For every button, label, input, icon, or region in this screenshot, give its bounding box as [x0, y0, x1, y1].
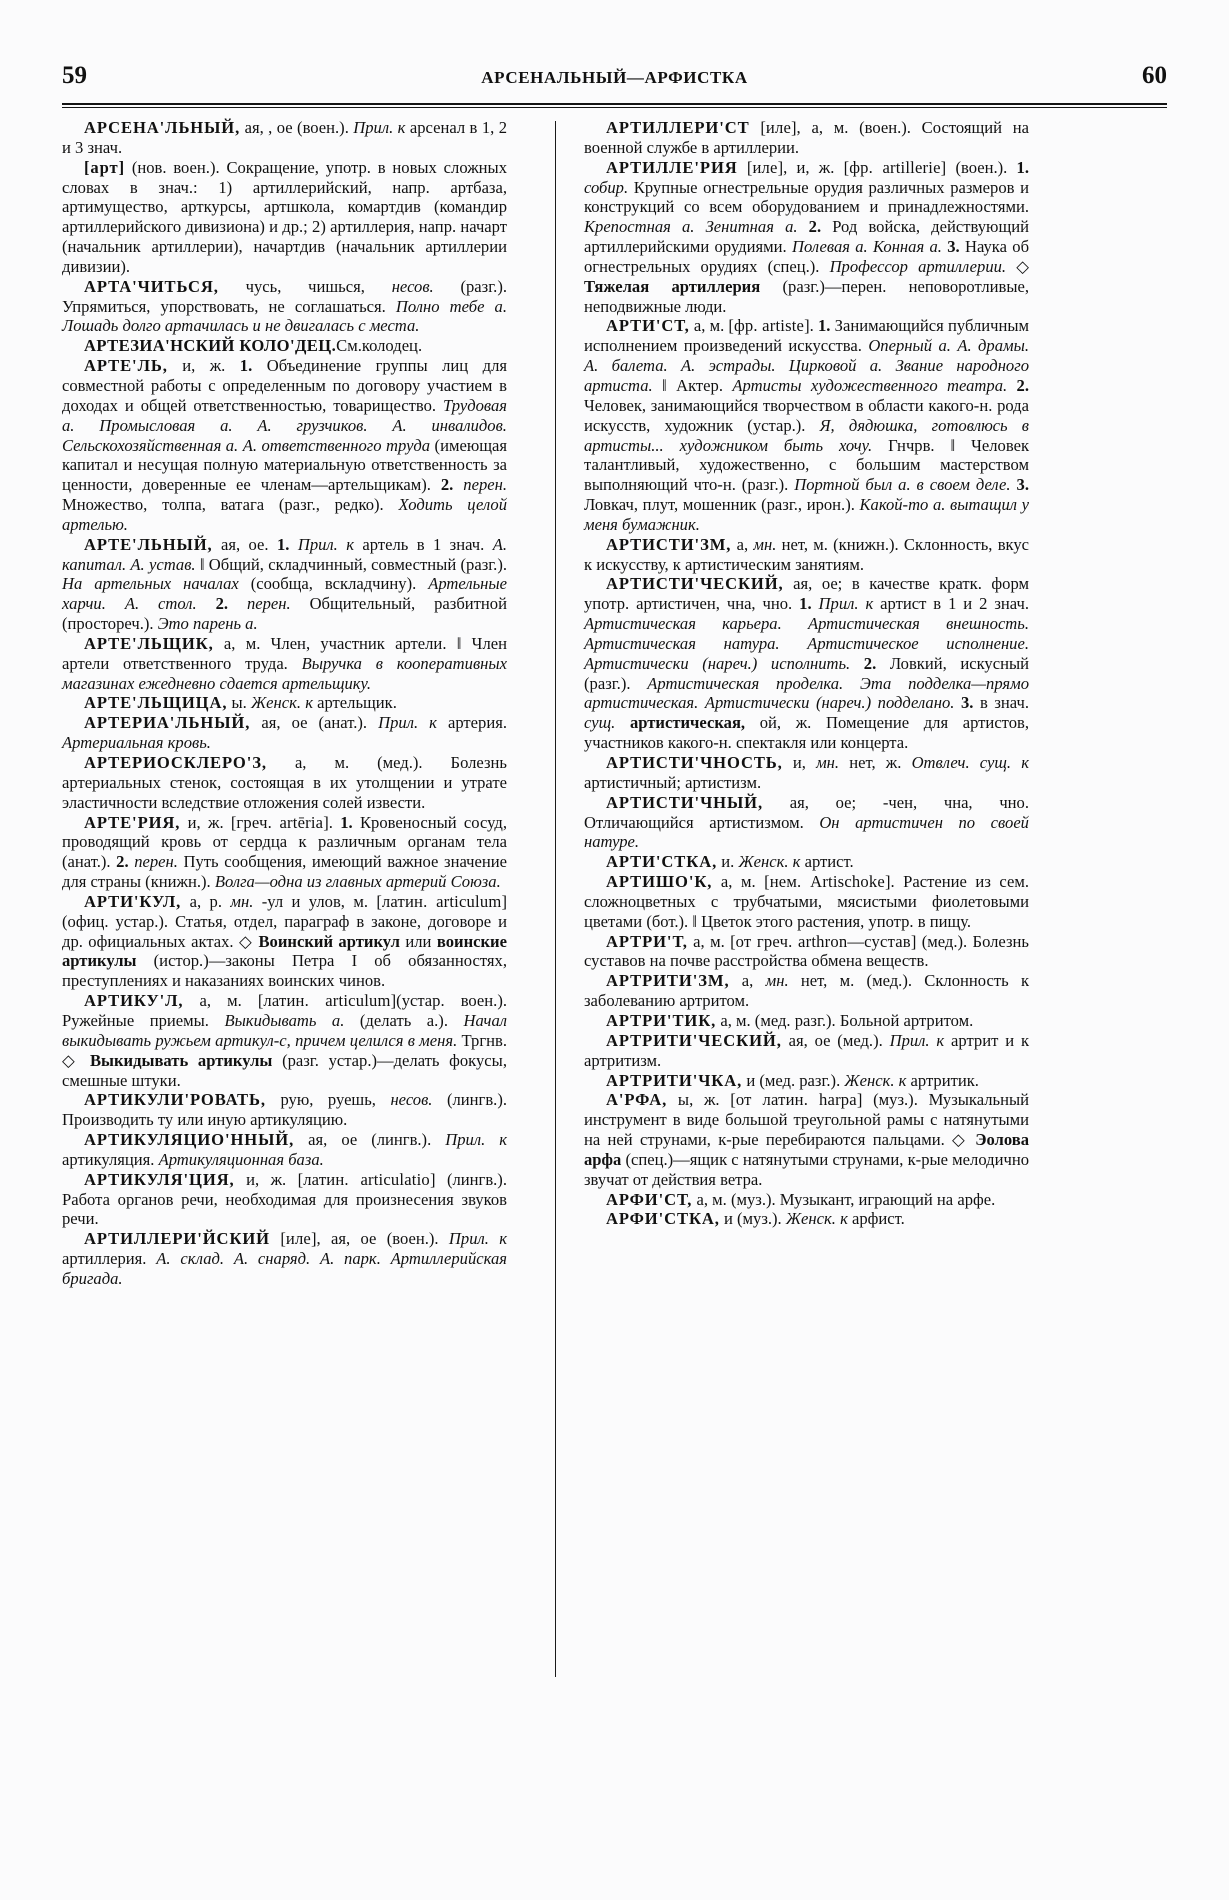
dictionary-entry — [584, 1190, 1029, 1210]
entry-headword: АРТЕ'ЛЬНЫЙ, — [84, 534, 213, 554]
entry-definition: и, ж. [латин. articulatio] (лингв.). Работа органов речи, необходимая для произнесения звуков речи. — [62, 1169, 507, 1229]
dictionary-entry — [62, 336, 507, 356]
entry-headword: АРТРИ'ТИК, — [606, 1010, 717, 1030]
running-title: АРСЕНАЛЬНЫЙ—АРФИСТКА — [481, 68, 748, 87]
dictionary-entry — [584, 316, 1029, 534]
entry-headword: АРТИКУЛЯЦИО'ННЫЙ, — [84, 1130, 295, 1150]
entry-definition: ая, ое; -чен, чна, чно. Отличающийся артистизмом. Он артистичен по своей натуре. — [584, 792, 1029, 852]
dictionary-entry — [584, 971, 1029, 1011]
entry-headword: АРТРИТИ'ЧКА, — [606, 1070, 743, 1090]
entry-definition: а, м. [латин. articulum](устар. воен.). Ружейные приемы. Выкидывать а. (делать а.). Начал выкидывать ружьем артикул-с, причем целился в меня. Тргнв. ◇ Выкидывать артикулы (разг. устар.)—делать фокусы, смешные штуки. — [62, 991, 507, 1090]
dictionary-entry — [62, 535, 507, 634]
entry-headword: АРТИСТИ'ЧНОСТЬ, — [606, 753, 783, 772]
entry-definition: а, р. мн. -ул и улов, м. [латин. articulum] (офиц. устар.). Статья, отдел, параграф в законе, договоре и др. официальных актах. ◇ Воинский артикул или воинские артикулы (истор.)—законы Петра I об обязанностях, преступлениях и наказаниях воинских чинов. — [62, 891, 507, 991]
left-column — [62, 118, 527, 1858]
entry-definition: а, м. [нем. Artischoke]. Растение из сем. сложноцветных с трубчатыми, мясистыми фиолетовыми цветами (бот.). ‖ Цветок этого растения, употр. в пищу. — [584, 872, 1030, 931]
header-rule — [62, 103, 1167, 108]
entry-definition: и (мед. разг.). Женск. к артритик. — [742, 1070, 979, 1090]
entry-headword: АРТРИТИ'ЧЕСКИЙ, — [606, 1030, 782, 1050]
dictionary-entry — [62, 1229, 507, 1289]
entry-headword: АРТРИ'Т, — [606, 931, 688, 951]
entry-definition: [иле], и, ж. [фр. artillerie] (воен.). 1. собир. Крупные огнестрельные орудия различных размеров и конструкций со всем оборудованием и принадлежностями. Крепостная а. Зенитная а. 2. Род войска, действующий артиллерийскими орудиями. Полевая а. Конная а. 3. Наука об огнестрельных орудиях (спец.). Профессор артиллерии. ◇ Тяжелая артиллерия (разг.)—перен. неповоротливые, неподвижные люди. — [584, 157, 1030, 316]
entry-headword: АРТЕРИОСКЛЕРО'З, — [84, 753, 267, 772]
entry-definition: ы, ж. [от латин. harpa] (муз.). Музыкальный инструмент в виде большой треугольной рамы с натянутыми на ней струнами, к-рые перебираются пальцами. ◇ Эолова арфа (спец.)—ящик с натянутыми струнами, к-рые мелодично звучат от действия ветра. — [584, 1090, 1029, 1189]
entry-headword: АРТИЛЛЕ'РИЯ — [606, 157, 738, 177]
entry-definition: ая, ое (лингв.). Прил. к артикуляция. Артикуляционная база. — [62, 1130, 508, 1169]
entry-definition: ая, ое (мед.). Прил. к артрит и к артритизм. — [584, 1030, 1030, 1070]
entry-definition: а, м. [от греч. arthron—сустав] (мед.). Болезнь суставов на почве расстройства обмена веществ. — [584, 931, 1029, 971]
dictionary-entry — [584, 535, 1029, 575]
entry-definition: а, м. (мед. разг.). Больной артритом. — [716, 1010, 974, 1030]
columns-container — [62, 118, 1167, 1858]
entry-definition: а, м. [фр. artiste]. 1. Занимающийся публичным исполнением произведений искусства. Оперный а. А. драмы. А. балета. А. эстрады. Цирковой а. Звание народного артиста. ‖ Актер. Артисты художественного театра. 2. Человек, занимающийся творчеством в области какого-н. рода искусств, художник (устар.). Я, дядюшка, готовлюсь в артисты... художником быть хочу. Гнчрв. ‖ Человек талантливый, художественно, с большим мастерством выполняющий что-н. (разг.). Портной был а. в своем деле. 3. Ловкач, плут, мошенник (разг., ирон.). Какой-то а. вытащил у меня бумажник. — [584, 316, 1030, 534]
entry-headword: АРТА'ЧИТЬСЯ, — [84, 276, 219, 296]
running-head — [62, 62, 1167, 90]
dictionary-entry — [584, 932, 1029, 972]
dictionary-entry — [62, 693, 507, 713]
entry-definition: а, м. (муз.). Музыкант, играющий на арфе. — [692, 1189, 996, 1209]
entry-definition: и, ж. 1. Объединение группы лиц для совместной работы с определенным по договору участием в доходах и общей ответственностью, товарищество. Трудовая а. Промысловая а. А. грузчиков. А. инвалидов. Сельскохозяйственная а. А. ответственного труда (имеющая капитал и несущая полную материальную ответственность за ценности, доверенные ее членам—артельщикам). 2. перен. Множество, толпа, ватага (разг., редко). Ходить целой артелью. — [62, 356, 508, 534]
dictionary-entry — [584, 158, 1029, 317]
entry-definition: рую, руешь, несов. (лингв.). Производить ту или иную артикуляцию. — [62, 1090, 507, 1130]
entry-headword: АРТРИТИ'ЗМ, — [606, 971, 730, 991]
entry-definition: [иле], ая, ое (воен.). Прил. к артиллерия. А. склад. А. снаряд. А. парк. Артиллерийская бригада. — [62, 1229, 507, 1288]
entry-headword: АРФИ'СТКА, — [606, 1209, 720, 1229]
dictionary-entry — [62, 634, 507, 694]
right-column — [584, 118, 1029, 1858]
entry-definition: и (муз.). Женск. к арфист. — [719, 1209, 905, 1229]
folio-left: 59 — [62, 62, 87, 89]
dictionary-entry — [584, 753, 1029, 793]
entry-definition: См.колодец. — [336, 336, 423, 356]
entry-definition: ая, ое; в качестве кратк. форм употр. артистичен, чна, чно. 1. Прил. к артист в 1 и 2 знач. Артистическая карьера. Артистическая внешность. Артистическая натура. Артистическое исполнение. Артистически (нареч.) исполнить. 2. Ловкий, искусный (разг.). Артистическая проделка. Эта подделка—прямо артистическая. Артистически (нареч.) подделано. 3. в знач. сущ. артистическая, ой, ж. Помещение для артистов, участников какого-н. спектакля или концерта. — [584, 574, 1030, 753]
entry-headword: АРТИЛЛЕРИ'СТ — [606, 118, 750, 137]
entry-definition: ая, ое (анат.). Прил. к артерия. Артериальная кровь. — [62, 713, 508, 753]
entry-headword: АРСЕНА'ЛЬНЫЙ, — [84, 118, 241, 137]
entry-definition: и, ж. [греч. artēria]. 1. Кровеносный сосуд, проводящий кровь от сердца к различным органам тела (анат.). 2. перен. Путь сообщения, имеющий важное значение для страны (книжн.). Волга—одна из главных артерий Союза. — [62, 812, 507, 892]
dictionary-entry — [62, 713, 507, 753]
dictionary-entry — [584, 1011, 1029, 1031]
entry-headword: АРТИ'СТ, — [606, 316, 690, 336]
dictionary-entry — [62, 1130, 507, 1170]
entry-definition: а, м. Член, участник артели. ‖ Член артели ответственного труда. Выручка в кооперативных магазинах ежедневно сдается артельщику. — [62, 633, 507, 693]
dictionary-entry — [62, 813, 507, 892]
entry-definition: (нов. воен.). Сокращение, употр. в новых сложных словах в знач.: 1) артиллерийский, напр. артбаза, артимущество, арткурсы, артшкола, комартдив (командир артиллерийского дивизиона) и др.; 2) артиллерия, напр. начарт (начальник артиллерии), начартдив (начальник артиллерии дивизии). — [62, 157, 507, 276]
entry-definition: чусь, чишься, несов. (разг.). Упрямиться, упорствовать, не соглашаться. Полно тебе а. Лошадь долго артачилась и не двигалась с места. — [62, 276, 507, 336]
dictionary-entry — [584, 872, 1029, 932]
entry-definition: [иле], а, м. (воен.). Состоящий на военной службе в артиллерии. — [584, 118, 1029, 157]
entry-headword: АРТИКУЛЯ'ЦИЯ, — [84, 1169, 235, 1189]
entry-headword: АРТИКУ'Л, — [84, 991, 184, 1011]
entry-definition: ая, ое. 1. Прил. к артель в 1 знач. А. капитал. А. устав. ‖ Общий, складчинный, совместный (разг.). На артельных началах (сообща, вскладчину). Артельные харчи. А. стол. 2. перен. Общительный, разбитной (простореч.). Это парень а. — [62, 534, 508, 634]
dictionary-entry — [584, 1209, 1029, 1229]
entry-headword: АРТЕ'ЛЬ, — [84, 356, 168, 376]
dictionary-entry — [62, 892, 507, 991]
entry-definition: ая, , ое (воен.). Прил. к арсенал в 1, 2 и 3 знач. — [62, 118, 507, 157]
dictionary-entry — [62, 118, 507, 158]
column-divider — [555, 121, 556, 1677]
dictionary-entry — [62, 356, 507, 535]
entry-definition: ы. Женск. к артельщик. — [227, 693, 397, 713]
entry-headword: А'РФА, — [606, 1090, 668, 1110]
dictionary-entry — [584, 1090, 1029, 1189]
dictionary-entry — [584, 574, 1029, 753]
entry-headword: АРТЕ'ЛЬЩИК, — [84, 633, 214, 653]
dictionary-entry — [62, 277, 507, 337]
entry-headword: АРТИСТИ'ЧНЫЙ, — [606, 792, 764, 812]
dictionary-entry — [62, 753, 507, 813]
entry-definition: а, м. (мед.). Болезнь артериальных стенок, состоящая в их утолщении и утрате эластичности вследствие отложения солей извести. — [62, 753, 507, 812]
dictionary-entry — [584, 1031, 1029, 1071]
entry-headword: АРТИСТИ'ЧЕСКИЙ, — [606, 574, 784, 594]
entry-headword: АРТЕ'РИЯ, — [84, 812, 181, 832]
entry-definition: а, мн. нет, м. (книжн.). Склонность, вкус к искусству, к артистическим занятиям. — [584, 534, 1030, 574]
entry-headword: АРТИКУЛИ'РОВАТЬ, — [84, 1090, 266, 1110]
entry-definition: а, мн. нет, м. (мед.). Склонность к заболеванию артритом. — [584, 971, 1030, 1011]
dictionary-entry — [584, 852, 1029, 872]
dictionary-entry — [584, 1071, 1029, 1091]
dictionary-entry — [62, 1090, 507, 1130]
entry-headword: АРТИЛЛЕРИ'ЙСКИЙ — [84, 1229, 270, 1249]
dictionary-entry — [584, 118, 1029, 158]
entry-definition: и. Женск. к артист. — [717, 852, 854, 872]
dictionary-entry — [584, 793, 1029, 853]
dictionary-entry — [62, 158, 507, 277]
entry-headword: АРТИШО'К, — [606, 872, 713, 892]
folio-right: 60 — [1141, 62, 1167, 89]
entry-headword: [арт] — [84, 157, 126, 177]
entry-headword: АРТЕЗИА'НСКИЙ КОЛО'ДЕЦ. — [84, 336, 337, 356]
dictionary-entry — [62, 991, 507, 1090]
entry-headword: АРФИ'СТ, — [606, 1189, 693, 1209]
entry-headword: АРТЕ'ЛЬЩИЦА, — [84, 693, 228, 713]
entry-headword: АРТЕРИА'ЛЬНЫЙ, — [84, 713, 251, 733]
entry-headword: АРТИСТИ'ЗМ, — [606, 534, 732, 554]
dictionary-entry — [62, 1170, 507, 1230]
entry-headword: АРТИ'СТКА, — [606, 852, 718, 872]
entry-definition: и, мн. нет, ж. Отвлеч. сущ. к артистичный; артистизм. — [584, 753, 1029, 792]
header-rule-thin — [62, 107, 1167, 108]
header-rule-thick — [62, 103, 1167, 105]
entry-headword: АРТИ'КУЛ, — [84, 891, 182, 911]
